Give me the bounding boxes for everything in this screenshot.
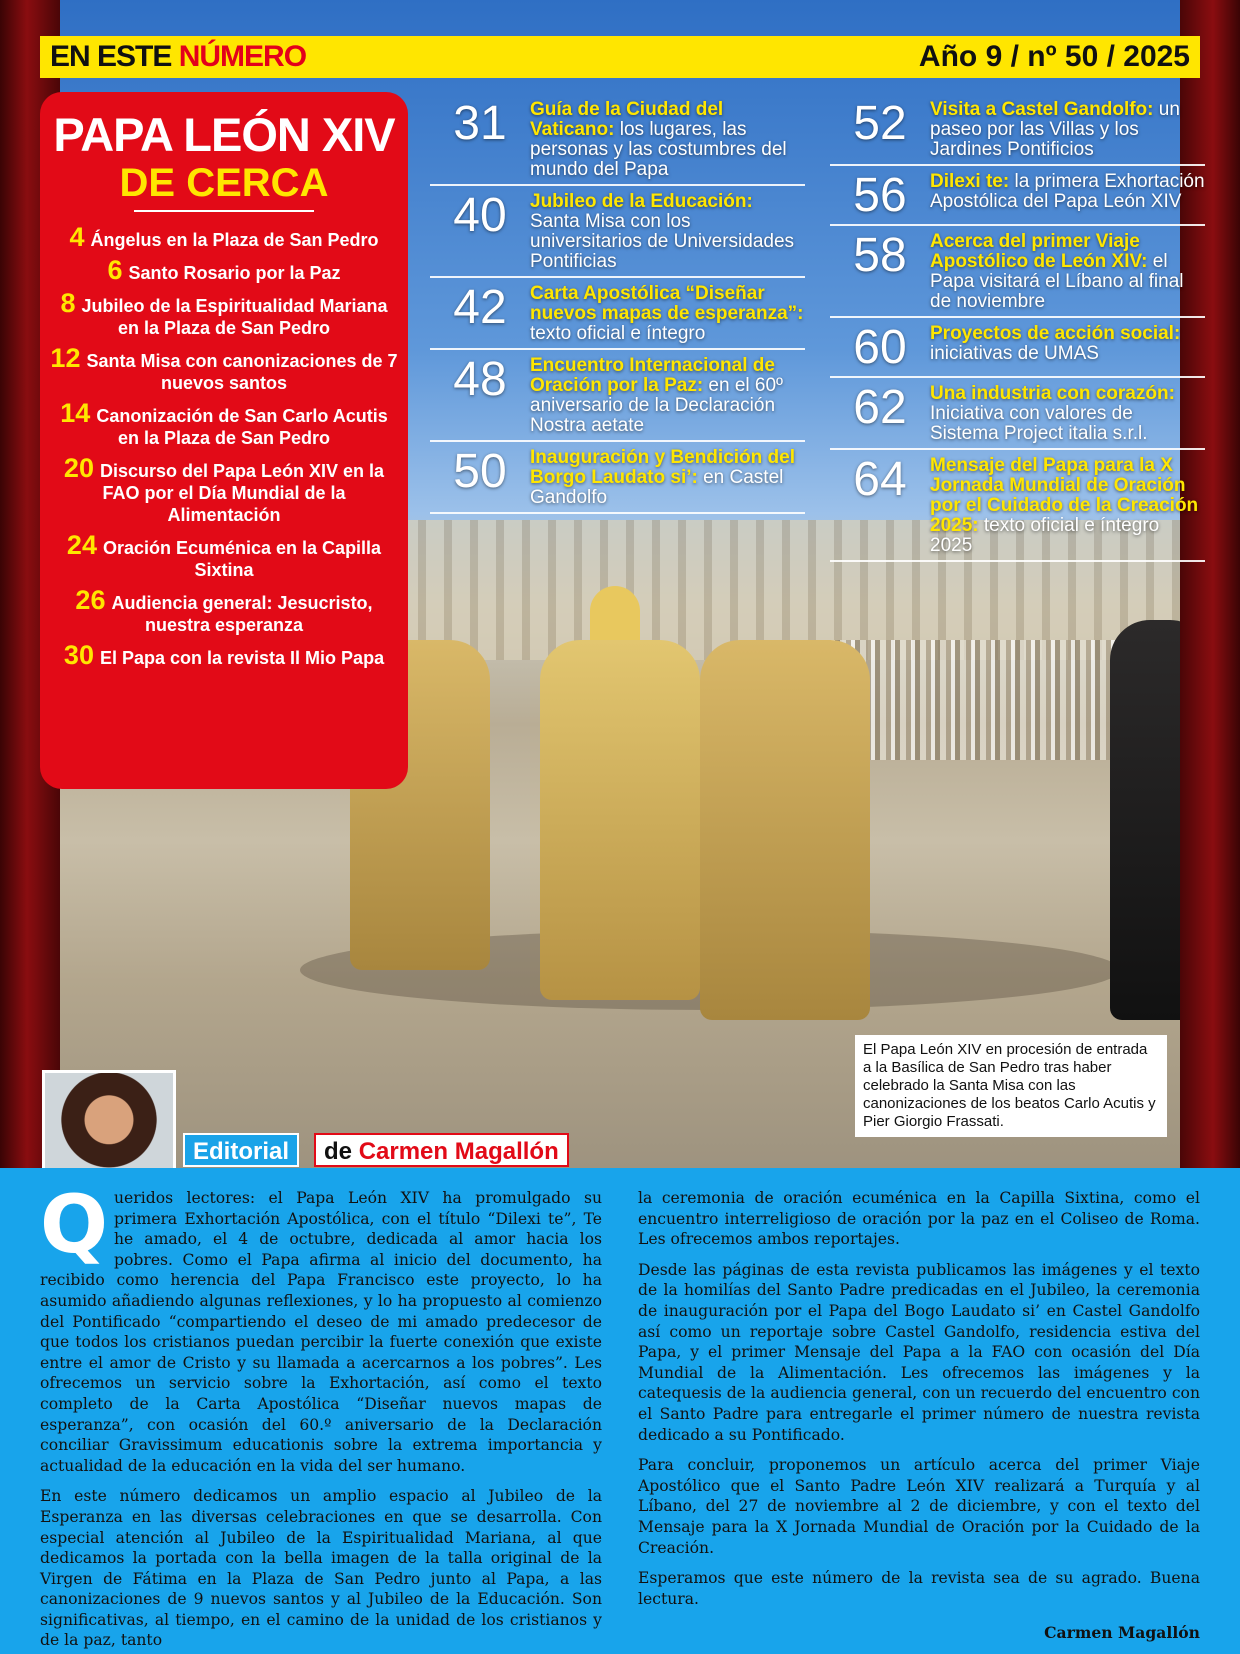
contents-heading: Jubileo de la Educación: (530, 191, 753, 212)
contents-body: un paseo por las Villas y los Jardines Pontificios (930, 99, 1180, 160)
contents-item[interactable] (430, 350, 805, 442)
contents-body: en Castel Gandolfo (530, 467, 784, 508)
section-label-prefix: EN ESTE (50, 40, 172, 73)
feature-item[interactable] (50, 255, 398, 285)
editorial-author-tag (314, 1133, 569, 1167)
feature-item[interactable] (50, 585, 398, 636)
contents-item[interactable] (430, 94, 805, 186)
contents-page-number: 62 (853, 381, 907, 434)
feature-item-text: Audiencia general: Jesucristo, nuestra esperanza (111, 593, 373, 635)
contents-text (930, 232, 1205, 312)
feature-item-text: El Papa con la revista Il Mio Papa (99, 648, 385, 668)
contents-heading: Dilexi te: (930, 171, 1010, 192)
contents-text (530, 100, 805, 180)
contents-text (930, 100, 1205, 160)
contents-page-number: 31 (453, 97, 507, 150)
editorial-paragraph: Desde las páginas de esta revista publicamos las imágenes y el texto de la homilías del Santo Padre predicadas en el Jubileo, la ceremonia de inauguración por el Papa del Bogo Laudato si’ en Castel Gandolfo así como un reportaje sobre Castel Gandolfo, residencia estiva del Papa, y el primer Mensaje del Papa a la FAO con ocasión del Día Mundial de la Alimentación. Les ofrecemos las imágenes y la catequesis de la audiencia general, con un recuerdo del encuentro con el Santo Padre para entregarle el primer número de nuestra revista dedicado a su Pontificado. (638, 1260, 1200, 1444)
contents-heading: Mensaje del Papa para la X Jornada Mundial de Oración por el Cuidado de la Creación 2025: (930, 455, 1199, 536)
deacon-right (700, 640, 870, 1020)
contents-text (530, 284, 805, 344)
editorial-column-2 (638, 1188, 1200, 1654)
contents-heading: Inauguración y Bendición del Borgo Laudato si’: (530, 447, 795, 488)
feature-title: PAPA LEÓN XIV (53, 108, 395, 161)
feature-item-page: 6 (107, 255, 123, 285)
contents-text (530, 356, 805, 436)
feature-item[interactable] (50, 453, 398, 526)
section-header (40, 36, 1200, 78)
contents-body: texto oficial e íntegro 2025 (930, 515, 1160, 556)
author-name: Carmen Magallón (358, 1138, 559, 1165)
feature-item-text: Oración Ecuménica en la Capilla Sixtina (102, 538, 382, 580)
contents-body: los lugares, las personas y las costumbres del mundo del Papa (530, 119, 787, 180)
contents-text (930, 324, 1205, 372)
feature-item-text: Discurso del Papa León XIV en la FAO por el Día Mundial de la Alimentación (99, 461, 385, 525)
contents-body: la primera Exhortación Apostólica del Papa León XIV (930, 171, 1205, 212)
contents-item[interactable] (830, 94, 1205, 166)
feature-item-text: Ángelus en la Plaza de San Pedro (90, 230, 379, 250)
author-prefix: de (324, 1138, 353, 1165)
contents-heading: Acerca del primer Viaje Apostólico de León XIV: (930, 231, 1148, 272)
feature-subtitle: DE CERCA (119, 161, 329, 205)
pope-figure (540, 640, 700, 1000)
contents-text (530, 192, 805, 272)
author-portrait (42, 1070, 176, 1180)
section-label (50, 40, 306, 74)
contents-page-number: 48 (453, 353, 507, 406)
feature-item-page: 14 (60, 398, 91, 428)
contents-heading: Guía de la Ciudad del Vaticano: (530, 99, 724, 140)
contents-body: iniciativas de UMAS (930, 343, 1099, 364)
feature-item-text: Canonización de San Carlo Acutis en la Plaza de San Pedro (96, 406, 388, 448)
feature-item-page: 20 (63, 453, 94, 483)
editorial-paragraph: Para concluir, proponemos un artículo acerca del primer Viaje Apostólico que el Santo Padre León XIV realizará a Turquía y al Líbano, del 27 de noviembre al 2 de diciembre, y con el texto del Mensaje para la X Jornada Mundial de Oración por la Cuidado de la Creación. (638, 1456, 1200, 1557)
editorial-text: ueridos lectores: el Papa León XIV ha promulgado su primera Exhortación Apostólica, con el título “Dilexi te”, Te he amado, el 4 de octubre, dedicada al amor hacia los pobres. Como el Papa afirma al inicio del documento, ha recibido como herencia del Papa Francisco este proyecto, lo ha asumido añadiendo algunas reflexiones, y lo ha propuesto al comienzo del Pontificado “compartiendo el deseo de mi amado predecesor de que todos los cristianos puedan percibir la fuerte conexión que existe entre el amor de Cristo y su llamada a acercarnos a los pobres”. Les ofrecemos un servicio sobre la Exhortación, así como el texto completo de la Carta Apostólica “Diseñar nuevos mapas de esperanza”, con ocasión del 60.º aniversario de la Declaración conciliar Gravissimum educationis sobre la extrema importancia y actualidad de la educación en la vida del ser humano. (40, 1189, 602, 1475)
contents-page-number: 40 (453, 189, 507, 242)
contents-item[interactable] (830, 318, 1205, 378)
editorial-signature: Carmen Magallón (1044, 1623, 1200, 1643)
feature-divider (134, 210, 314, 212)
feature-item-page: 8 (60, 288, 76, 318)
contents-item[interactable] (830, 226, 1205, 318)
feature-item-text: Santo Rosario por la Paz (128, 263, 341, 283)
editorial-body (0, 1168, 1240, 1654)
feature-item-text: Santa Misa con canonizaciones de 7 nuevos santos (86, 351, 398, 393)
contents-body: el Papa visitará el Líbano al final de noviembre (930, 251, 1184, 312)
editorial-paragraph: En este número dedicamos un amplio espacio al Jubileo de la Esperanza en las diversas celebraciones en que se desarrolla. Con especial atención al Jubileo de la Espiritualidad Mariana, al que dedicamos la portada con la bella imagen de la talla original de la Virgen de Fátima en la Plaza de San Pedro junto al Papa, a las canonizaciones de 9 nuevos santos y al Jubileo de la Educación. Son significativas, al tiempo, en el camino de la unidad de los cristianos y de la paz, tanto (40, 1487, 602, 1650)
feature-item-text: Jubileo de la Espiritualidad Mariana en la Plaza de San Pedro (81, 296, 388, 338)
feature-item-page: 24 (66, 530, 97, 560)
contents-body: Santa Misa con los universitarios de Universidades Pontificias (530, 211, 795, 272)
contents-text (930, 384, 1205, 444)
contents-heading: Visita a Castel Gandolfo: (930, 99, 1154, 120)
contents-item[interactable] (830, 378, 1205, 450)
contents-text (530, 448, 805, 508)
contents-item[interactable] (830, 166, 1205, 226)
contents-page-number: 42 (453, 281, 507, 334)
contents-item[interactable] (430, 278, 805, 350)
contents-heading: Una industria con corazón: (930, 383, 1175, 404)
feature-item[interactable] (50, 222, 398, 252)
contents-page-number: 58 (853, 229, 907, 282)
contents-page-number: 64 (853, 453, 907, 506)
editorial-paragraph: Esperamos que este número de la revista sea de su agrado. Buena lectura. (638, 1569, 1200, 1608)
contents-item[interactable] (830, 450, 1205, 562)
feature-item-page: 12 (50, 343, 81, 373)
feature-item[interactable] (50, 343, 398, 394)
feature-item-page: 26 (75, 585, 106, 615)
contents-column-2 (830, 94, 1205, 562)
contents-page-number: 50 (453, 445, 507, 498)
contents-page-number: 56 (853, 169, 907, 222)
contents-body: en el 60º aniversario de la Declaración Nostra aetate (530, 375, 783, 436)
feature-box (40, 92, 408, 789)
contents-heading: Proyectos de acción social: (930, 323, 1181, 344)
feature-item-page: 4 (69, 222, 85, 252)
contents-page-number: 52 (853, 97, 907, 150)
contents-text (930, 456, 1205, 556)
contents-column-1 (430, 94, 805, 514)
photo-caption: El Papa León XIV en procesión de entrada a la Basílica de San Pedro tras haber celebrado la Santa Misa con las canonizaciones de los beatos Carlo Acutis y Pier Giorgio Frassati. (855, 1035, 1167, 1137)
feature-item[interactable] (50, 288, 398, 339)
editorial-label: Editorial (183, 1133, 299, 1167)
drop-cap: Q (40, 1178, 109, 1271)
contents-heading: Encuentro Internacional de Oración por la Paz: (530, 355, 775, 396)
section-label-highlight: NÚMERO (178, 40, 307, 73)
editorial-paragraph: la ceremonia de oración ecuménica en la Capilla Sixtina, como el encuentro interreligioso de oración por la paz en el Coliseo de Roma. Les ofrecemos ambos reportajes. (638, 1189, 1200, 1249)
feature-item[interactable] (50, 530, 398, 581)
feature-item[interactable] (50, 640, 398, 670)
contents-page-number: 60 (853, 321, 907, 374)
editorial-column-1 (40, 1178, 602, 1654)
feature-list (50, 222, 398, 670)
contents-item[interactable] (430, 186, 805, 278)
contents-item[interactable] (430, 442, 805, 514)
contents-body: Iniciativa con valores de Sistema Project italia s.r.l. (930, 403, 1148, 444)
contents-body: texto oficial e íntegro (530, 323, 706, 344)
contents-heading: Carta Apostólica “Diseñar nuevos mapas de esperanza”: (530, 283, 804, 324)
editorial-paragraph (40, 1178, 602, 1476)
feature-item-page: 30 (63, 640, 94, 670)
issue-number: Año 9 / nº 50 / 2025 (918, 40, 1190, 73)
contents-text (930, 172, 1205, 220)
feature-item[interactable] (50, 398, 398, 449)
